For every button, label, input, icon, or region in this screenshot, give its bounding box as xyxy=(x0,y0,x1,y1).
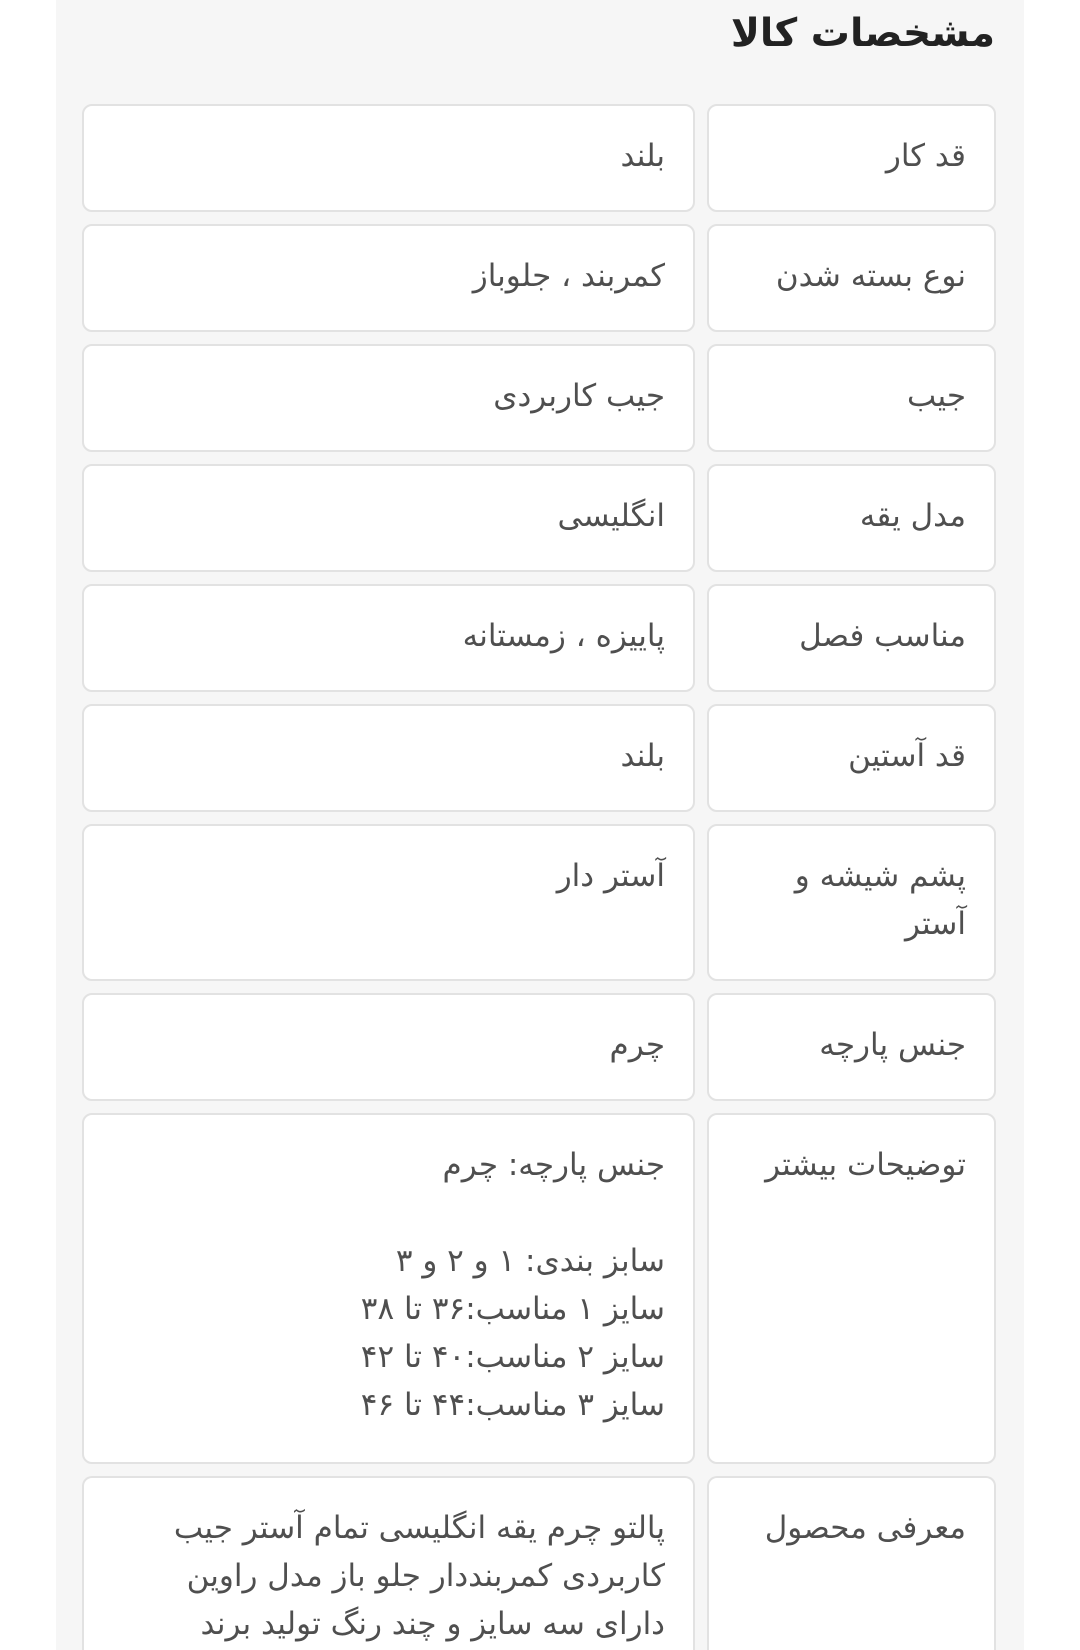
spec-value: پاییزه ، زمستانه xyxy=(82,584,695,692)
spec-value: انگلیسی xyxy=(82,464,695,572)
spec-row-pocket xyxy=(82,344,996,452)
spec-key: قد آستین xyxy=(707,704,996,812)
spec-key: معرفی محصول xyxy=(707,1476,996,1650)
spec-value: کمربند ، جلوباز xyxy=(82,224,695,332)
spec-value: آستر دار xyxy=(82,824,695,981)
spec-row-season xyxy=(82,584,996,692)
spec-key: توضیحات بیشتر xyxy=(707,1113,996,1464)
spec-value: پالتو چرم یقه انگلیسی تمام آستر جیب کاربردی کمربنددار جلو باز مدل راوین دارای سه سایز و چند رنگ تولید برند xyxy=(82,1476,695,1650)
section-title: مشخصات کالا xyxy=(730,11,995,56)
spec-row-more-details xyxy=(82,1113,996,1464)
spec-row-sleeve xyxy=(82,704,996,812)
spec-row-lining xyxy=(82,824,996,981)
spec-key: پشم شیشه و آستر xyxy=(707,824,996,981)
spec-value: بلند xyxy=(82,104,695,212)
spec-row-closure xyxy=(82,224,996,332)
spec-row-product-intro xyxy=(82,1476,996,1650)
spec-value: بلند xyxy=(82,704,695,812)
spec-key: قد کار xyxy=(707,104,996,212)
spec-value: جیب کاربردی xyxy=(82,344,695,452)
spec-key: مناسب فصل xyxy=(707,584,996,692)
spec-row-collar xyxy=(82,464,996,572)
spec-key: جنس پارچه xyxy=(707,993,996,1101)
spec-value: چرم xyxy=(82,993,695,1101)
spec-key: جیب xyxy=(707,344,996,452)
spec-value: جنس پارچه: چرم سابز بندی: ۱ و ۲ و ۳ سایز ۱ مناسب:۳۶ تا ۳۸ سایز ۲ مناسب:۴۰ تا ۴۲ سایز ۳ مناسب:۴۴ تا ۴۶ xyxy=(82,1113,695,1464)
spec-row-fabric xyxy=(82,993,996,1101)
spec-list xyxy=(82,104,996,1650)
spec-key: نوع بسته شدن xyxy=(707,224,996,332)
spec-key: مدل یقه xyxy=(707,464,996,572)
product-specs-panel xyxy=(56,0,1024,1650)
spec-row-length xyxy=(82,104,996,212)
